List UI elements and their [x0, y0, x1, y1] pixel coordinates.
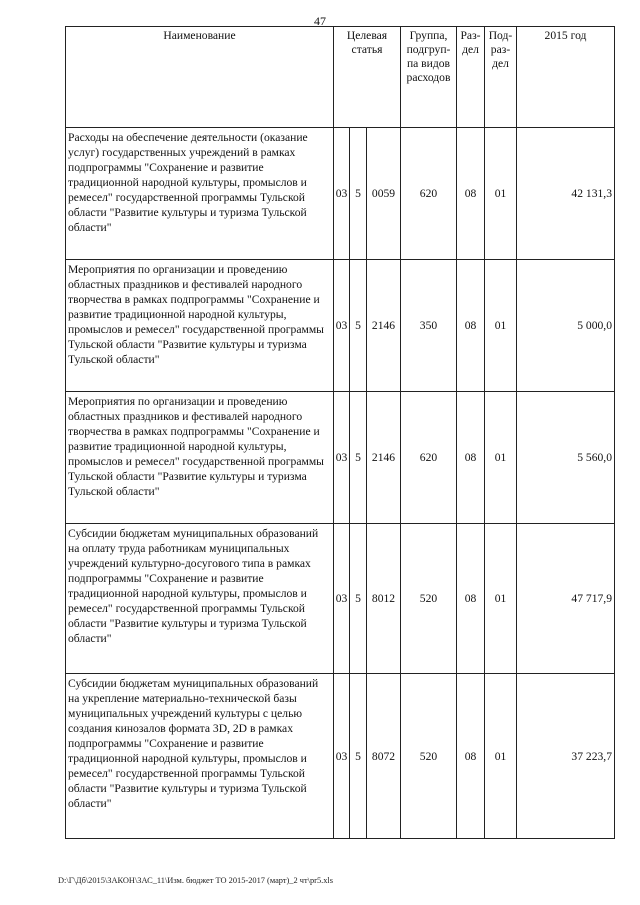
article-part-2: 5	[350, 128, 367, 260]
article-part-3: 8012	[367, 524, 401, 674]
subsection: 01	[485, 392, 517, 524]
section: 08	[457, 260, 485, 392]
article-part-2: 5	[350, 260, 367, 392]
expense-group: 620	[401, 128, 457, 260]
article-part-1: 03	[334, 674, 350, 839]
amount-2015: 37 223,7	[517, 674, 615, 839]
subsection: 01	[485, 128, 517, 260]
amount-2015: 5 560,0	[517, 392, 615, 524]
table-row	[66, 392, 615, 524]
amount-2015: 47 717,9	[517, 524, 615, 674]
article-part-1: 03	[334, 524, 350, 674]
page-number: 47	[314, 14, 326, 28]
expense-group: 620	[401, 392, 457, 524]
row-name: Субсидии бюджетам муниципальных образований на укрепление материально-технической базы муниципальных учреждений культуры с целью создания кинозалов формата 3D, 2D в рамках подпрограммы "Сохранение и развитие традиционной народной культуры, промыслов и ремесел" государственной программы Тульской области "Развитие культуры и туризма Тульской области"	[66, 674, 334, 839]
article-part-3: 8072	[367, 674, 401, 839]
table-header-row	[66, 27, 615, 128]
section: 08	[457, 674, 485, 839]
article-part-3: 0059	[367, 128, 401, 260]
header-section: Раз-дел	[457, 27, 485, 128]
article-part-2: 5	[350, 674, 367, 839]
article-part-2: 5	[350, 392, 367, 524]
file-path-footer: D:\Г\Дб\2015\ЗАКОН\ЗАС_11\Изм. бюджет ТО 2015-2017 (март)_2 чт\pr5.xls	[58, 876, 334, 885]
article-part-1: 03	[334, 128, 350, 260]
row-name: Мероприятия по организации и проведению областных праздников и фестивалей народного творчества в рамках подпрограммы "Сохранение и развитие традиционной народной культуры, промыслов и ремесел" государственной программы Тульской области "Развитие культуры и туризма Тульской области"	[66, 260, 334, 392]
expense-group: 520	[401, 524, 457, 674]
table-row	[66, 128, 615, 260]
expense-group: 350	[401, 260, 457, 392]
subsection: 01	[485, 524, 517, 674]
table-row	[66, 674, 615, 839]
expense-group: 520	[401, 674, 457, 839]
header-year-2015: 2015 год	[517, 27, 615, 128]
header-target-article: Целевая статья	[334, 27, 401, 128]
article-part-3: 2146	[367, 260, 401, 392]
budget-table	[65, 26, 615, 839]
row-name: Субсидии бюджетам муниципальных образований на оплату труда работникам муниципальных учреждений культурно-досугового типа в рамках подпрограммы "Сохранение и развитие традиционной народной культуры, промыслов и ремесел" государственной программы Тульской области "Развитие культуры и туризма Тульской области"	[66, 524, 334, 674]
subsection: 01	[485, 674, 517, 839]
amount-2015: 5 000,0	[517, 260, 615, 392]
section: 08	[457, 524, 485, 674]
header-name: Наименование	[66, 27, 334, 128]
section: 08	[457, 128, 485, 260]
article-part-1: 03	[334, 260, 350, 392]
amount-2015: 42 131,3	[517, 128, 615, 260]
section: 08	[457, 392, 485, 524]
subsection: 01	[485, 260, 517, 392]
table-row	[66, 260, 615, 392]
table-row	[66, 524, 615, 674]
article-part-3: 2146	[367, 392, 401, 524]
article-part-2: 5	[350, 524, 367, 674]
header-subsection: Под-раз-дел	[485, 27, 517, 128]
header-expense-group: Группа, подгруп-па видов расходов	[401, 27, 457, 128]
article-part-1: 03	[334, 392, 350, 524]
row-name: Мероприятия по организации и проведению областных праздников и фестивалей народного творчества в рамках подпрограммы "Сохранение и развитие традиционной народной культуры, промыслов и ремесел" государственной программы Тульской области "Развитие культуры и туризма Тульской области"	[66, 392, 334, 524]
row-name: Расходы на обеспечение деятельности (оказание услуг) государственных учреждений в рамках подпрограммы "Сохранение и развитие традиционной народной культуры, промыслов и ремесел" государственной программы Тульской области "Развитие культуры и туризма Тульской области"	[66, 128, 334, 260]
